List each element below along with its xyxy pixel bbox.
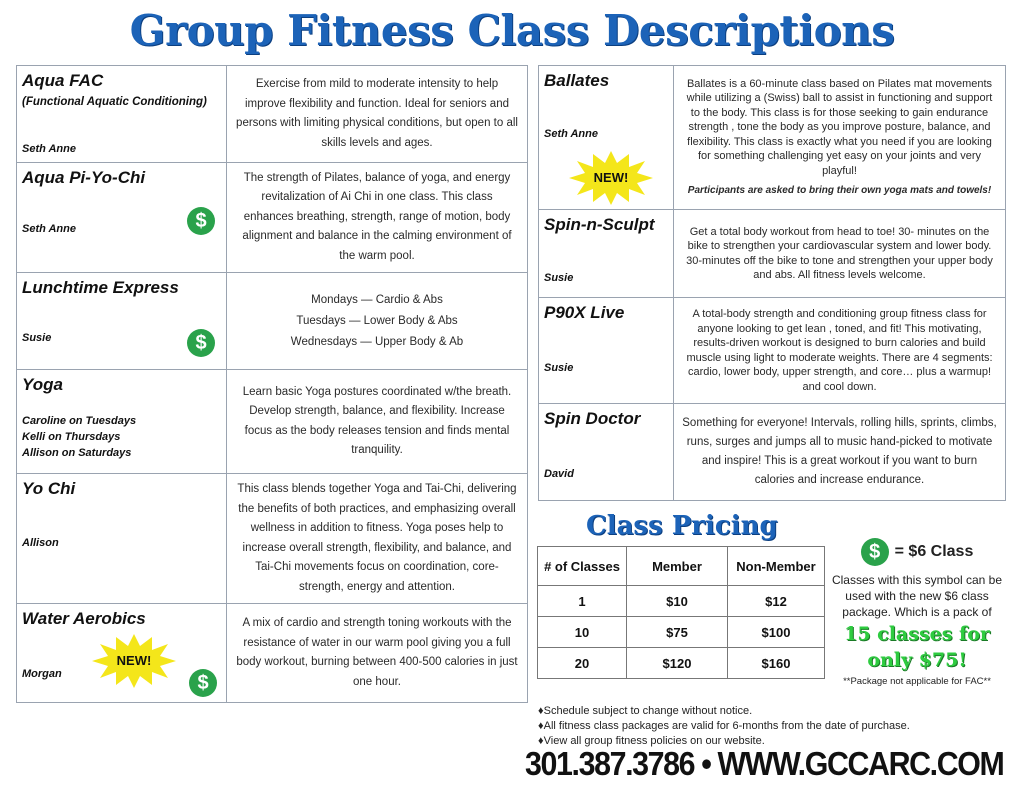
class-row-spin-n-sculpt bbox=[539, 210, 1005, 298]
class-description: Something for everyone! Intervals, rolling hills, sprints, climbs, runs, surges and jumps all to music hand-picked to motivate and inspire! This is a great workout if you want to burn calories and increase endurance. bbox=[682, 417, 997, 486]
new-starburst bbox=[92, 634, 176, 688]
class-name: Spin Doctor bbox=[544, 409, 641, 428]
dollar-badge-icon: $ bbox=[189, 669, 217, 697]
pricing-cell: 1 bbox=[538, 586, 627, 617]
pricing-header: Non-Member bbox=[728, 547, 825, 586]
package-legend bbox=[820, 538, 1014, 687]
note-line: ♦All fitness class packages are valid for 6-months from the date of purchase. bbox=[538, 720, 910, 732]
class-instructor: Caroline on Tuesdays bbox=[22, 415, 137, 427]
deal-line: only $75! bbox=[867, 649, 967, 671]
class-name-cell bbox=[17, 163, 227, 272]
class-name: P90X Live bbox=[544, 303, 625, 322]
right-class-table bbox=[538, 65, 1006, 501]
schedule-line: Tuesdays — Lower Body & Abs bbox=[296, 314, 458, 327]
schedule-line: Wednesdays — Upper Body & Ab bbox=[290, 335, 464, 348]
class-name: Aqua Pi-Yo-Chi bbox=[22, 168, 146, 187]
class-row-p90x-live bbox=[539, 298, 1005, 404]
class-name-cell bbox=[539, 404, 674, 500]
pricing-row bbox=[538, 648, 825, 679]
class-instructor: Seth Anne bbox=[544, 128, 598, 140]
class-description: Exercise from mild to moderate intensity to help improve flexibility and function. Ideal for seniors and persons with limiting physical conditions, but open to all skills levels and ages. bbox=[236, 78, 518, 149]
pricing-header: Member bbox=[627, 547, 728, 586]
class-name-cell bbox=[539, 210, 674, 297]
class-name: Spin-n-Sculpt bbox=[544, 215, 655, 234]
pricing-cell: $12 bbox=[728, 586, 825, 617]
class-name: Lunchtime Express bbox=[22, 278, 179, 297]
pricing-header-row bbox=[538, 547, 825, 586]
class-subtitle: (Functional Aquatic Conditioning) bbox=[22, 96, 207, 108]
class-name: Yoga bbox=[22, 375, 63, 394]
new-label: NEW! bbox=[593, 170, 629, 185]
class-name: Yo Chi bbox=[22, 479, 76, 498]
pricing-title: Class Pricing bbox=[586, 511, 778, 541]
legend-equals: = $6 Class bbox=[894, 543, 974, 560]
class-name-cell bbox=[17, 604, 227, 702]
note-line: ♦View all group fitness policies on our website. bbox=[538, 735, 765, 747]
pricing-cell: $160 bbox=[728, 648, 825, 679]
class-row-yo-chi bbox=[17, 474, 527, 604]
pricing-header: # of Classes bbox=[538, 547, 627, 586]
class-description: The strength of Pilates, balance of yoga, and energy revitalization of Ai Chi in one class. This class enhances breathing, strength, range of motion, body alignment and balance in the calming environment of the warm pool. bbox=[242, 171, 512, 262]
class-description: A total-body strength and conditioning group fitness class for anyone looking to get lean , toned, and fit! This motivating, results-driven workout is designed to burn calories and build muscle using light to moderate weights. There are 4 segments: cardio, lower body, upper strength, and core… plus a warmup! and cool down. bbox=[686, 308, 993, 393]
dollar-badge-icon: $ bbox=[187, 207, 215, 235]
class-name: Aqua FAC bbox=[22, 71, 104, 90]
class-instructor: Allison on Saturdays bbox=[22, 447, 132, 459]
class-description: This class blends together Yoga and Tai-Chi, delivering the benefits of both practices, and emphasizing overall wellness in addition to fitness. Yoga poses help to increase overall strength, flexibility, and balance, and Tai-Chi movements focus on coordination, core-strength, energy and attention. bbox=[237, 483, 517, 593]
class-instructor: David bbox=[544, 468, 574, 480]
policy-notes bbox=[538, 704, 910, 749]
class-name-cell bbox=[17, 273, 227, 369]
pricing-row bbox=[538, 586, 825, 617]
class-instructor: Allison bbox=[22, 537, 59, 549]
class-instructor: Kelli on Thursdays bbox=[22, 431, 121, 443]
class-note: Participants are asked to bring their own yoga mats and towels! bbox=[687, 185, 992, 196]
class-row-yoga bbox=[17, 370, 527, 474]
pricing-cell: 20 bbox=[538, 648, 627, 679]
class-name-cell bbox=[17, 66, 227, 162]
class-name-cell bbox=[17, 370, 227, 473]
class-row-water-aerobics bbox=[17, 604, 527, 702]
class-instructor: Seth Anne bbox=[22, 143, 76, 155]
pricing-table bbox=[537, 546, 825, 679]
class-row-aqua-pi-yo-chi bbox=[17, 163, 527, 273]
dollar-badge-icon: $ bbox=[861, 538, 889, 566]
class-description: Get a total body workout from head to toe! 30- minutes on the bike to strengthen your cardiovascular system and lower body. 30-minutes off the bike to tone and strengthen your upper body and abs. All fitness levels welcome. bbox=[686, 225, 993, 281]
class-description: A mix of cardio and strength toning workouts with the resistance of water in our warm pool giving you a full body workout, burning between 400-500 calories in just one hour. bbox=[236, 617, 518, 688]
pricing-cell: $10 bbox=[627, 586, 728, 617]
new-label: NEW! bbox=[116, 653, 152, 668]
new-starburst bbox=[569, 151, 653, 205]
class-row-aqua-fac bbox=[17, 66, 527, 163]
class-description-cell bbox=[674, 66, 1005, 209]
class-instructor: Susie bbox=[22, 332, 52, 344]
class-name-cell bbox=[17, 474, 227, 603]
class-name: Water Aerobics bbox=[22, 609, 146, 628]
pricing-row bbox=[538, 617, 825, 648]
contact-line: 301.387.3786 • WWW.GCCARC.COM bbox=[525, 745, 1004, 782]
class-name-cell bbox=[539, 66, 674, 209]
page-title: Group Fitness Class Descriptions bbox=[129, 6, 895, 55]
legend-footnote: **Package not applicable for FAC** bbox=[843, 676, 991, 687]
class-instructor: Seth Anne bbox=[22, 223, 76, 235]
class-instructor: Morgan bbox=[22, 668, 62, 680]
pricing-cell: $100 bbox=[728, 617, 825, 648]
dollar-badge-icon: $ bbox=[187, 329, 215, 357]
class-row-ballates bbox=[539, 66, 1005, 210]
pricing-cell: $120 bbox=[627, 648, 728, 679]
note-line: ♦Schedule subject to change without notice. bbox=[538, 705, 753, 717]
class-name: Ballates bbox=[544, 71, 610, 90]
schedule-line: Mondays — Cardio & Abs bbox=[311, 293, 443, 306]
class-row-lunchtime-express bbox=[17, 273, 527, 370]
class-schedule bbox=[227, 273, 527, 369]
class-description: Ballates is a 60-minute class based on Pilates mat movements while utilizing a (Swiss) ball to assist in functioning and support to the body. This class is for those seeking to gain endurance strength , tone the body as you improve posture, balance, and flexibility. This class is exactly what you need if you are looking for something challenging yet easy on your joints and very playful! bbox=[686, 77, 993, 177]
class-instructor: Susie bbox=[544, 362, 574, 374]
left-class-table bbox=[16, 65, 528, 703]
class-row-spin-doctor bbox=[539, 404, 1005, 500]
pricing-cell: 10 bbox=[538, 617, 627, 648]
class-description: Learn basic Yoga postures coordinated w/the breath. Develop strength, balance, and flexibility. Increase focus as the body releases tension and finds mental tranquility. bbox=[242, 385, 512, 456]
deal-line: 15 classes for bbox=[844, 623, 990, 645]
pricing-cell: $75 bbox=[627, 617, 728, 648]
class-instructor: Susie bbox=[544, 272, 574, 284]
class-name-cell bbox=[539, 298, 674, 403]
legend-equation bbox=[820, 538, 1014, 566]
legend-text: Classes with this symbol can be used with the new $6 class package. Which is a pack of bbox=[831, 573, 1003, 619]
